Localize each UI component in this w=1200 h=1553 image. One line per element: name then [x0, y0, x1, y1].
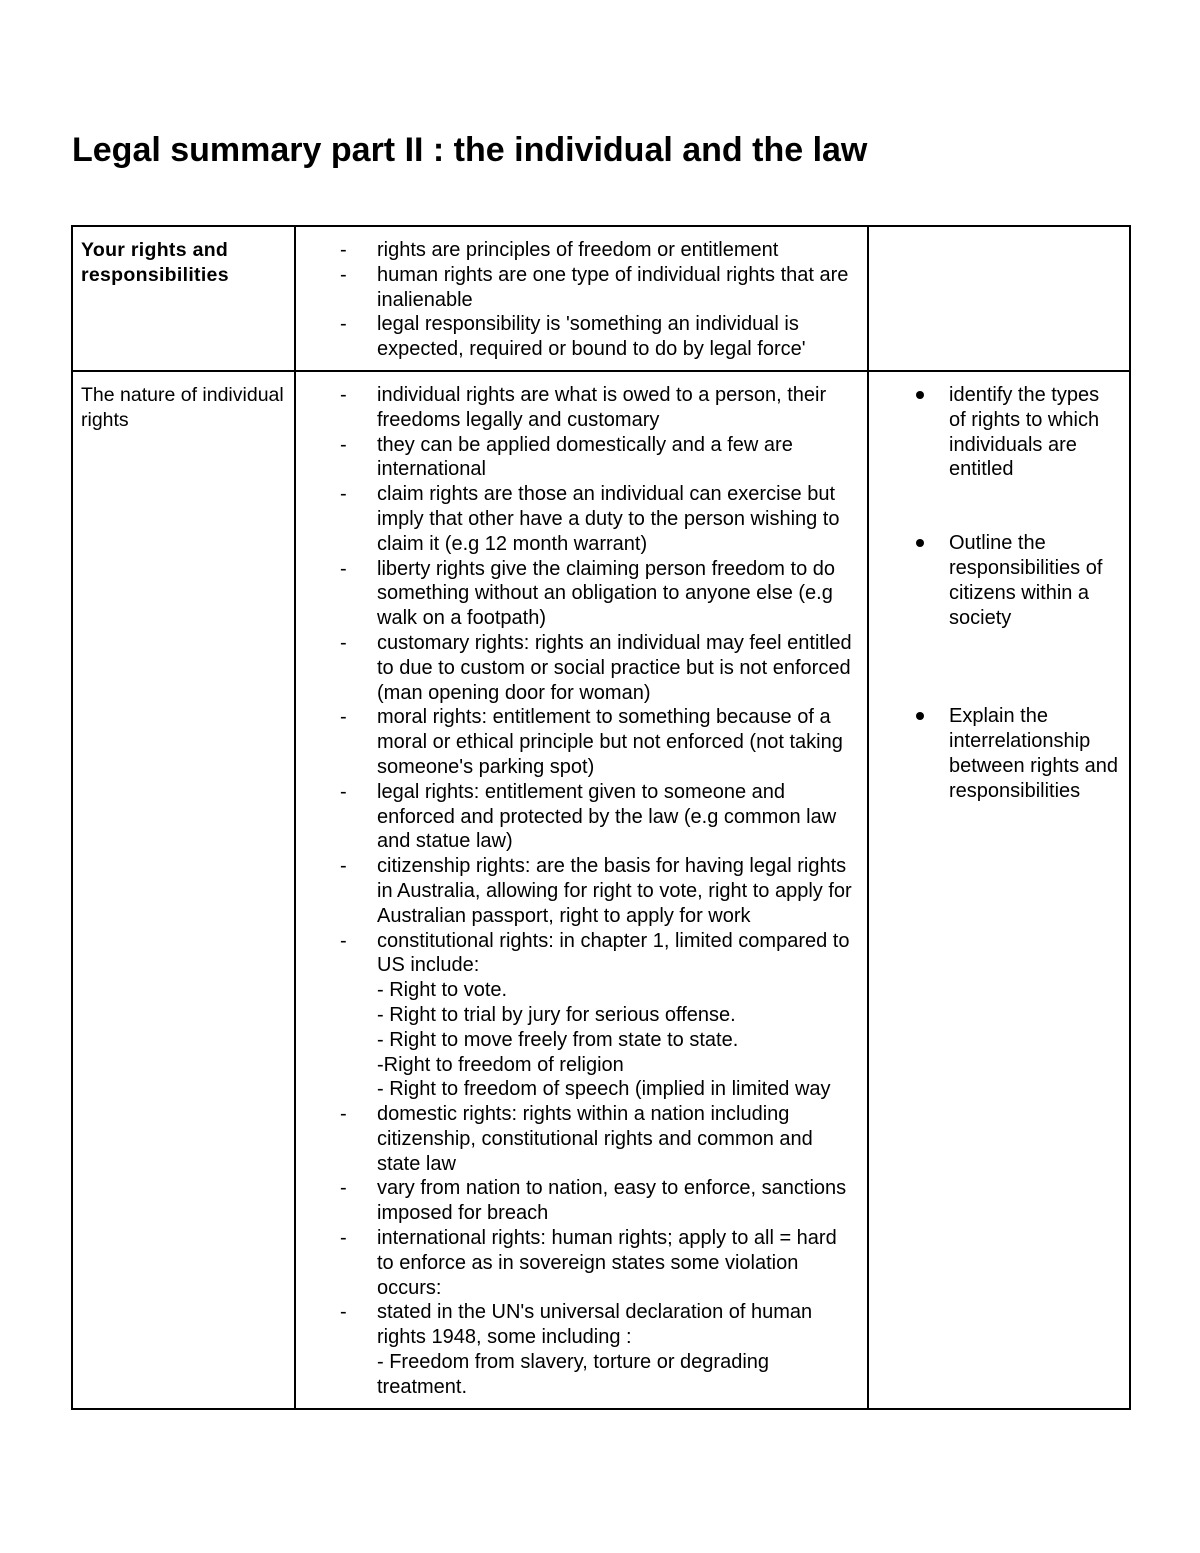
- list-item: - rights are principles of freedom or entitlement: [340, 239, 779, 261]
- list-item: - liberty rights give the claiming person freedom to do something without an obligation to anyone else (e.g walk on a footpath): [340, 557, 836, 630]
- list-item: - customary rights: rights an individual may feel entitled to due to custom or social practice but is not enforced (man opening door for woman): [340, 631, 852, 704]
- table-row: [72, 371, 1130, 1409]
- notes-cell: [295, 371, 868, 1409]
- list-item: - constitutional rights: in chapter 1, limited compared to US include: - Right to vote. - Right to trial by jury for serious offense. - Right to move freely from state to state. -Right to freedom of religion - Right to freedom of speech (implied in limited way: [304, 929, 859, 1103]
- list-item: - they can be applied domestically and a few are international: [340, 433, 793, 481]
- notes-list: [304, 238, 859, 362]
- list-item: - citizenship rights: are the basis for having legal rights in Australia, allowing for right to vote, right to apply for Australian passport, right to apply for work: [340, 855, 852, 927]
- table-row: [72, 226, 1130, 371]
- outcomes-cell: [868, 371, 1130, 1409]
- list-item: - individual rights are what is owed to a person, their freedoms legally and customary: [340, 383, 827, 431]
- topic-cell: [72, 371, 295, 1409]
- outcome-item: identify the types of rights to which individuals are entitled: [877, 383, 1121, 482]
- constitutional-right: -Right to freedom of religion: [377, 1053, 624, 1076]
- outcome-item: Outline the responsibilities of citizens within a society: [877, 531, 1121, 630]
- summary-table: [71, 225, 1131, 1410]
- constitutional-right: - Right to move freely from state to state.: [377, 1028, 739, 1051]
- list-item: - moral rights: entitlement to something because of a moral or ethical principle but not enforced (not taking someone's parking spot): [340, 706, 843, 778]
- list-item: - claim rights are those an individual can exercise but imply that other have a duty to the person wishing to claim it (e.g 12 month warrant): [340, 483, 840, 555]
- notes-list: [304, 383, 859, 1400]
- list-item: - domestic rights: rights within a nation including citizenship, constitutional rights and common and state law: [340, 1103, 813, 1175]
- list-item: - international rights: human rights; apply to all = hard to enforce as in sovereign states some violation occurs:: [340, 1227, 837, 1299]
- topic-heading: The nature of individual rights: [81, 383, 284, 431]
- list-item: - legal responsibility is 'something an individual is expected, required or bound to do by legal force': [340, 313, 806, 361]
- list-item: - legal rights: entitlement given to someone and enforced and protected by the law (e.g common law and statue law): [340, 780, 837, 853]
- bullet-dot-icon: [916, 712, 924, 720]
- list-item: - stated in the UN's universal declaration of human rights 1948, some including : - Freedom from slavery, torture or degrading treatment.: [304, 1300, 859, 1399]
- constitutional-right: - Right to trial by jury for serious offense.: [377, 1003, 736, 1026]
- outcome-item: Explain the interrelationship between rights and responsibilities: [877, 704, 1121, 803]
- list-item: - vary from nation to nation, easy to enforce, sanctions imposed for breach: [340, 1177, 847, 1225]
- notes-cell: [295, 226, 868, 371]
- udhr-right: - Freedom from slavery, torture or degrading treatment.: [377, 1351, 770, 1398]
- topic-cell: [72, 226, 295, 371]
- bullet-dot-icon: [916, 391, 924, 399]
- outcomes-list: [877, 383, 1121, 804]
- topic-heading: Your rights and responsibilities: [81, 239, 229, 286]
- page-title: Legal summary part II : the individual and the law: [72, 131, 868, 169]
- constitutional-right: - Right to freedom of speech (implied in limited way: [377, 1078, 831, 1101]
- list-item: - human rights are one type of individual rights that are inalienable: [340, 263, 849, 311]
- bullet-dot-icon: [916, 539, 924, 547]
- constitutional-right: - Right to vote.: [377, 979, 508, 1002]
- outcomes-cell: [868, 226, 1130, 371]
